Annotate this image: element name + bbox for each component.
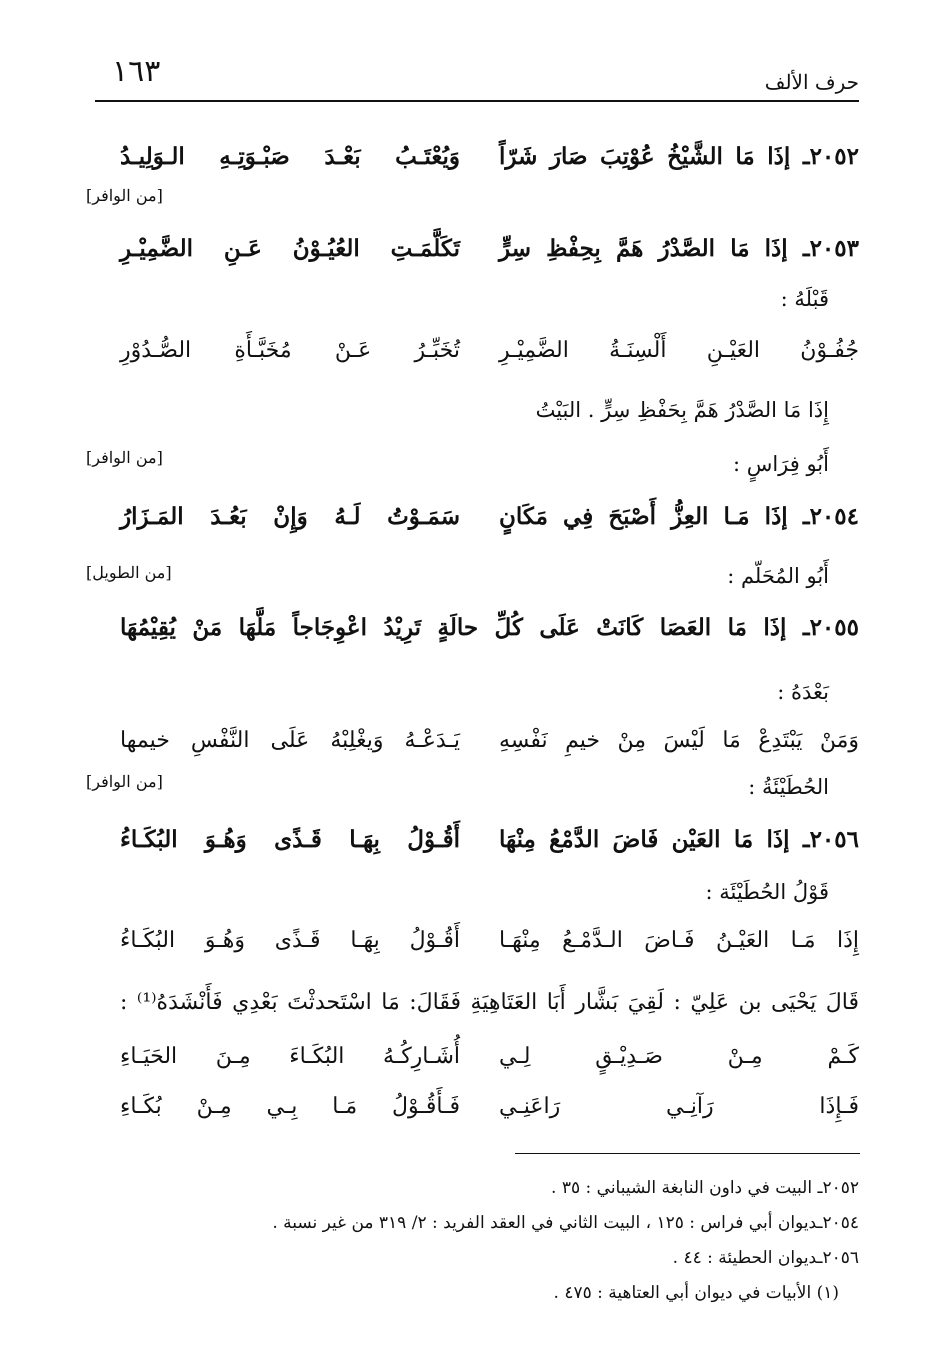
verse-line: [120, 728, 859, 774]
meter-label: [من الوافر]: [86, 186, 163, 205]
verse-second-hemistich: تُخَبِّـرُ عَـنْ مُخَبَّـأَةِ الصُّـدُوْرِ: [120, 338, 460, 363]
verse-line: [120, 143, 859, 189]
verse-first-hemistich: جُفُـوْنُ العَيْـنِ أَلْسِنَـةُ الضَّمِيْـرِ: [499, 338, 859, 363]
intro-note: بَعْدَهُ :: [777, 680, 829, 704]
verse-first-hemistich: ٢٠٥٦ـ إذَا مَا العَيْن فَاضَ الدَّمْعُ مِنْهَا: [499, 826, 859, 853]
verse-first-hemistich: فَـإِذَا رَآنِـي رَاعَنِـي: [499, 1094, 859, 1119]
verse-second-hemistich: وَيُعْتَـبُ بَعْـدَ صَبْـوَتِـهِ الـوَلِيـدُ: [120, 143, 460, 170]
verse-second-hemistich: أَقُـوْلُ بِهَـا قَـذًى وَهُـوَ البُكَـاءُ: [120, 826, 460, 853]
verse-line-full: ٢٠٥٥ـ إذَا مَا العَصَا كَانَتْ عَلَى كُلِّ حالَةٍ تَرِيْدُ اعْوِجَاجاً مَلَّهَا مَنْ يُقِيْمُهَا: [120, 614, 859, 641]
footnote-rule: [515, 1153, 860, 1154]
prose-line: قَالَ يَحْيَى بن عَلِيّ : لَقِيَ بَشَّار أَبَا العَتَاهِيَةِ فَقَالَ: مَا اسْتَحدثْتَ بَعْدِي فَأَنْشَدَهُ⁽¹⁾ :: [120, 990, 860, 1015]
verse-second-hemistich: سَمَـوْتُ لَـهُ وَإِنْ بَعُـدَ المَـزَارُ: [120, 503, 460, 530]
verse-line: [120, 1094, 859, 1140]
verse-line: [120, 1044, 859, 1090]
verse-first-hemistich: وَمَنْ يَبْتَدِعْ مَا لَيْسَ مِنْ خيمِ نَفْسِهِ: [499, 728, 859, 753]
verse-first-hemistich: إِذَا مَـا العَيْـنُ فَـاضَ الـدَّمْـعُ مِنْهَـا: [499, 928, 859, 953]
verse-second-hemistich: أُشَـارِكُـهُ البُكَـاءَ مِـنَ الحَيَـاءِ: [120, 1044, 460, 1069]
intro-note: أَبُو فِرَاسٍ :: [732, 452, 829, 476]
intro-note: أَبُو المُحَلّم :: [727, 564, 829, 588]
intro-note: إِذَا مَا الصَّدْرُ هَمَّ بِحَفْظِ سِرٍّ . البَيْتُ: [535, 398, 829, 422]
verse-line: [120, 235, 859, 281]
verse-line: [120, 826, 859, 872]
meter-label: [من الوافر]: [86, 772, 163, 791]
footnote: ٢٠٥٤ـديوان أبي فراس : ١٢٥ ، البيت الثاني في العقد الفريد : ٢/ ٣١٩ من غير نسبة .: [272, 1213, 859, 1233]
verse-first-hemistich: ٢٠٥٣ـ إذَا مَا الصَّدْرُ هَمَّ بِحِفْظِ سِرٍّ: [499, 235, 859, 262]
verse-second-hemistich: أَقُـوْلُ بِهَـا قَـذًى وَهُـوَ البُكَـاءُ: [120, 928, 460, 953]
page-number: ١٦٣: [112, 54, 161, 89]
verse-line: [120, 928, 859, 974]
meter-label: [من الطويل]: [86, 563, 172, 582]
intro-note: قَبْلَهُ :: [780, 287, 829, 311]
intro-note: الحُطَيْئَةُ :: [748, 775, 829, 799]
verse-second-hemistich: فَـأَقُـوْلُ مَـا بِـي مِـنْ بُكَـاءِ: [120, 1094, 460, 1119]
footnote: ٢٠٥٦ـديوان الحطيئة : ٤٤ .: [672, 1248, 859, 1268]
running-head: حرف الألف: [764, 70, 859, 94]
footnote: ٢٠٥٢ـ البيت في داون النابغة الشيباني : ٣٥ .: [551, 1178, 859, 1198]
verse-line: [120, 503, 859, 549]
verse-line: [120, 338, 859, 384]
verse-first-hemistich: ٢٠٥٤ـ إذَا مَـا العِزُّ أَصْبَحَ فِي مَكَانٍ: [499, 503, 859, 530]
verse-first-hemistich: كَـمْ مِـنْ صَـدِيْـقٍ لِـي: [499, 1044, 859, 1069]
footnote: (١) الأبيات في ديوان أبي العتاهية : ٤٧٥ .: [553, 1283, 839, 1303]
verse-second-hemistich: تَكَلَّمَـتِ العُيُـوْنُ عَـنِ الضَّمِيْـرِ: [120, 235, 460, 262]
verse-first-hemistich: ٢٠٥٢ـ إذَا مَا الشَّيْخُ عُوْتِبَ صَارَ شَرّاً: [499, 143, 859, 170]
intro-note: قَوْلُ الحُطَيْئَة :: [705, 880, 829, 904]
verse-second-hemistich: يَـدَعْـهُ وَيغْلِبْهُ عَلَى النَّفْسِ خيمها: [120, 728, 460, 753]
meter-label: [من الوافر]: [86, 448, 163, 467]
